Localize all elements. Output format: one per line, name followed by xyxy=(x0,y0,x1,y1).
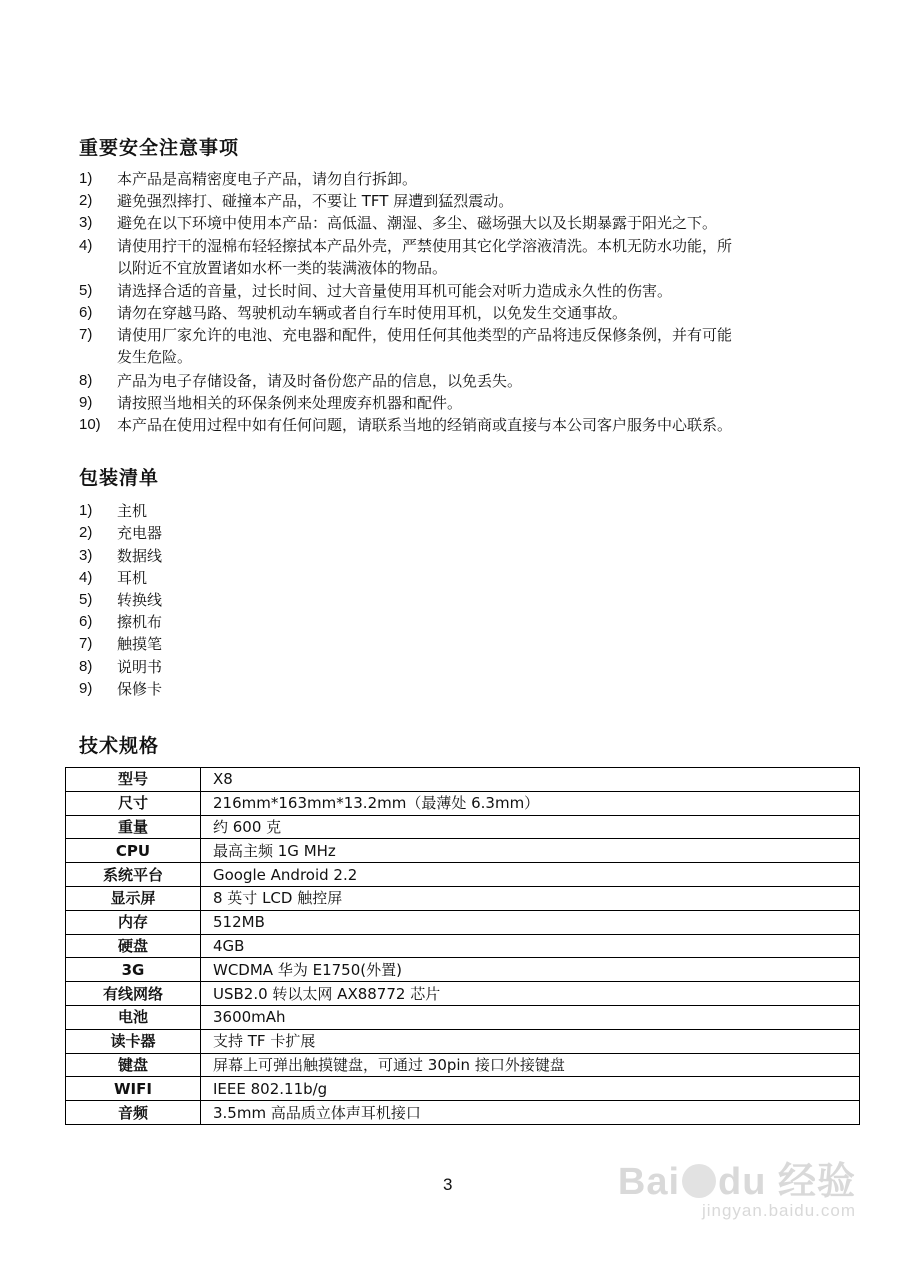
item-number: 3) xyxy=(79,547,93,564)
spec-key: 显示屏 xyxy=(66,886,201,910)
spec-value: 最高主频 1G MHz xyxy=(201,839,860,863)
item-text: 本产品是高精密度电子产品，请勿自行拆卸。 xyxy=(117,170,418,188)
item-number: 4) xyxy=(79,237,93,254)
item-text: 请使用拧干的湿棉布轻轻擦拭本产品外壳，严禁使用其它化学溶液清洗。本机无防水功能，所 xyxy=(117,237,733,255)
page-number: 3 xyxy=(443,1175,453,1194)
spec-key: 尺寸 xyxy=(66,791,201,815)
table-row xyxy=(66,1005,860,1029)
table-row xyxy=(66,1029,860,1053)
spec-value: 512MB xyxy=(201,910,860,934)
item-number: 8) xyxy=(79,372,93,389)
watermark-logo-right: du 经验 xyxy=(718,1161,856,1203)
spec-key: 硬盘 xyxy=(66,934,201,958)
table-row xyxy=(66,958,860,982)
table-row xyxy=(66,863,860,887)
table-row xyxy=(66,982,860,1006)
item-number: 1) xyxy=(79,502,93,519)
item-text: 保修卡 xyxy=(117,680,163,698)
spec-value: 屏幕上可弹出触摸键盘，可通过 30pin 接口外接键盘 xyxy=(201,1053,860,1077)
item-text-continued: 发生危险。 xyxy=(117,348,193,366)
spec-table xyxy=(65,767,860,1125)
item-number: 8) xyxy=(79,658,93,675)
table-row xyxy=(66,768,860,792)
item-text-continued: 以附近不宜放置诸如水杯一类的装满液体的物品。 xyxy=(117,259,448,277)
spec-key: 型号 xyxy=(66,768,201,792)
table-row xyxy=(66,791,860,815)
table-row xyxy=(66,1053,860,1077)
item-text: 避免在以下环境中使用本产品：高低温、潮湿、多尘、磁场强大以及长期暴露于阳光之下。 xyxy=(117,214,718,232)
spec-key: 系统平台 xyxy=(66,863,201,887)
spec-value: 216mm*163mm*13.2mm（最薄处 6.3mm） xyxy=(201,791,860,815)
item-number: 9) xyxy=(79,680,93,697)
spec-value: 支持 TF 卡扩展 xyxy=(201,1029,860,1053)
item-text: 主机 xyxy=(117,502,148,520)
table-row xyxy=(66,839,860,863)
item-text: 触摸笔 xyxy=(117,635,163,653)
item-number: 9) xyxy=(79,394,93,411)
spec-key: WIFI xyxy=(66,1077,201,1101)
item-number: 6) xyxy=(79,613,93,630)
spec-key: 有线网络 xyxy=(66,982,201,1006)
table-row xyxy=(66,886,860,910)
table-row xyxy=(66,815,860,839)
spec-value: 4GB xyxy=(201,934,860,958)
spec-value: WCDMA 华为 E1750(外置) xyxy=(201,958,860,982)
item-text: 擦机布 xyxy=(117,613,163,631)
spec-value: Google Android 2.2 xyxy=(201,863,860,887)
paw-icon xyxy=(682,1164,716,1198)
specs-heading: 技术规格 xyxy=(79,735,160,757)
item-text: 耳机 xyxy=(117,569,148,587)
watermark-logo-left: Bai xyxy=(617,1161,681,1203)
packing-heading: 包装清单 xyxy=(79,467,160,489)
spec-value: X8 xyxy=(201,768,860,792)
spec-key: 键盘 xyxy=(66,1053,201,1077)
spec-key: CPU xyxy=(66,839,201,863)
spec-key: 电池 xyxy=(66,1005,201,1029)
spec-key: 音频 xyxy=(66,1101,201,1125)
item-text: 避免强烈摔打、碰撞本产品，不要让 TFT 屏遭到猛烈震动。 xyxy=(117,192,514,210)
spec-value: 8 英寸 LCD 触控屏 xyxy=(201,886,860,910)
watermark-logo xyxy=(618,1150,856,1205)
spec-value: 3600mAh xyxy=(201,1005,860,1029)
spec-key: 读卡器 xyxy=(66,1029,201,1053)
item-number: 4) xyxy=(79,569,93,586)
item-number: 5) xyxy=(79,591,93,608)
spec-key: 内存 xyxy=(66,910,201,934)
item-text: 说明书 xyxy=(117,658,163,676)
table-row xyxy=(66,910,860,934)
spec-value: 3.5mm 高品质立体声耳机接口 xyxy=(201,1101,860,1125)
item-text: 请使用厂家允许的电池、充电器和配件，使用任何其他类型的产品将违反保修条例，并有可能 xyxy=(117,326,733,344)
item-text: 产品为电子存储设备，请及时备份您产品的信息，以免丢失。 xyxy=(117,372,523,390)
item-number: 5) xyxy=(79,282,93,299)
item-number: 2) xyxy=(79,524,93,541)
table-row xyxy=(66,934,860,958)
item-text: 请选择合适的音量，过长时间、过大音量使用耳机可能会对听力造成永久性的伤害。 xyxy=(117,282,673,300)
spec-value: USB2.0 转以太网 AX88772 芯片 xyxy=(201,982,860,1006)
item-text: 转换线 xyxy=(117,591,163,609)
item-text: 本产品在使用过程中如有任何问题，请联系当地的经销商或直接与本公司客户服务中心联系。 xyxy=(117,416,733,434)
table-row xyxy=(66,1077,860,1101)
item-number: 7) xyxy=(79,326,93,343)
table-row xyxy=(66,1101,860,1125)
item-number: 10) xyxy=(79,416,101,433)
spec-value: 约 600 克 xyxy=(201,815,860,839)
item-number: 3) xyxy=(79,214,93,231)
spec-value: IEEE 802.11b/g xyxy=(201,1077,860,1101)
item-text: 请按照当地相关的环保条例来处理废弃机器和配件。 xyxy=(117,394,463,412)
item-text: 充电器 xyxy=(117,524,163,542)
watermark-url: jingyan.baidu.com xyxy=(701,1201,856,1220)
baidu-watermark xyxy=(618,1150,856,1221)
item-number: 2) xyxy=(79,192,93,209)
item-text: 数据线 xyxy=(117,547,163,565)
spec-key: 重量 xyxy=(66,815,201,839)
item-text: 请勿在穿越马路、驾驶机动车辆或者自行车时使用耳机，以免发生交通事故。 xyxy=(117,304,628,322)
item-number: 1) xyxy=(79,170,93,187)
item-number: 6) xyxy=(79,304,93,321)
spec-key: 3G xyxy=(66,958,201,982)
safety-heading: 重要安全注意事项 xyxy=(79,137,240,159)
item-number: 7) xyxy=(79,635,93,652)
